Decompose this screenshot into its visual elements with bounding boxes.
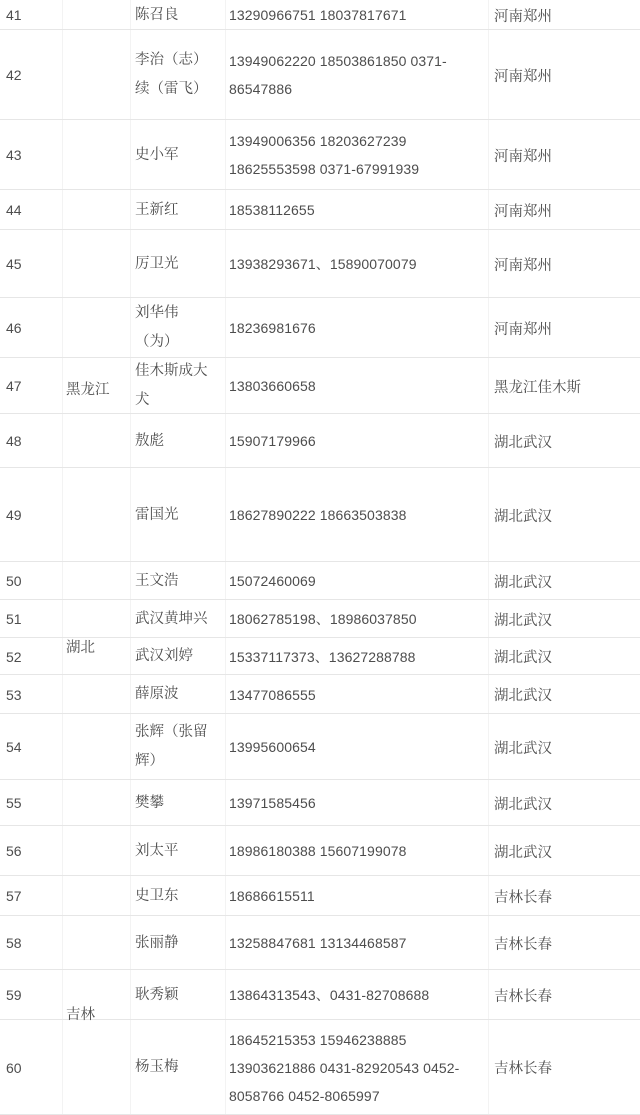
phone-numbers-cell	[229, 0, 491, 30]
city-cell	[494, 600, 634, 638]
table-row	[0, 916, 640, 970]
contact-name-cell	[135, 414, 223, 468]
city: 吉林长春	[494, 988, 552, 1005]
contact-name-cell	[135, 30, 223, 120]
table-row	[0, 30, 640, 120]
contact-name: 武汉黄坤兴	[135, 610, 208, 627]
city: 黑龙江佳木斯	[494, 379, 581, 396]
city-cell	[494, 638, 634, 675]
province-heilongjiang: 黑龙江	[66, 382, 110, 398]
city: 河南郑州	[494, 321, 552, 338]
table-row	[0, 298, 640, 358]
contact-name: 张辉（张留 辉）	[135, 724, 208, 769]
city: 湖北武汉	[494, 434, 552, 451]
contact-name-cell	[135, 826, 223, 876]
row-number-cell	[6, 120, 60, 190]
phone-numbers: 18538112655	[229, 202, 315, 218]
city: 湖北武汉	[494, 574, 552, 591]
row-number-cell	[6, 0, 60, 30]
city-cell	[494, 0, 634, 30]
phone-numbers: 18986180388 15607199078	[229, 843, 407, 859]
city: 河南郑州	[494, 68, 552, 85]
phone-numbers: 13258847681 13134468587	[229, 935, 407, 951]
phone-numbers-cell	[229, 675, 491, 714]
row-number: 54	[6, 739, 22, 755]
row-number-cell	[6, 298, 60, 358]
city: 河南郑州	[494, 8, 552, 25]
table-row	[0, 826, 640, 876]
row-number: 48	[6, 433, 22, 449]
phone-numbers: 15337117373、13627288788	[229, 648, 416, 665]
row-number: 41	[6, 7, 22, 23]
city-cell	[494, 414, 634, 468]
contact-name: 张丽静	[135, 934, 179, 951]
contact-name-cell	[135, 358, 223, 414]
city-cell	[494, 714, 634, 780]
contact-name: 厉卫光	[135, 255, 179, 272]
phone-numbers: 18627890222 18663503838	[229, 507, 407, 523]
contact-name-cell	[135, 190, 223, 230]
phone-numbers: 18062785198、18986037850	[229, 611, 417, 627]
table-row	[0, 780, 640, 826]
province-jilin: 吉林	[66, 1007, 95, 1023]
city: 河南郑州	[494, 203, 552, 220]
city-cell	[494, 298, 634, 358]
row-number: 55	[6, 795, 22, 811]
contact-name-cell	[135, 876, 223, 916]
contact-name: 佳木斯成大 犬	[135, 363, 208, 408]
city: 湖北武汉	[494, 612, 552, 629]
row-number: 53	[6, 686, 22, 703]
city-cell	[494, 468, 634, 562]
row-number: 49	[6, 507, 22, 523]
row-number: 57	[6, 888, 22, 904]
contact-name: 史卫东	[135, 887, 179, 904]
phone-numbers-cell	[229, 780, 491, 826]
table-row	[0, 230, 640, 298]
contact-name-cell	[135, 780, 223, 826]
phone-numbers-cell	[229, 826, 491, 876]
city-cell	[494, 1020, 634, 1115]
city-cell	[494, 876, 634, 916]
phone-numbers-cell	[229, 600, 491, 638]
row-number-cell	[6, 1020, 60, 1115]
contact-name: 李治（志） 续（雷飞）	[135, 52, 208, 97]
contact-name-cell	[135, 562, 223, 600]
city: 湖北武汉	[494, 688, 552, 704]
row-number-cell	[6, 230, 60, 298]
phone-numbers-cell	[229, 414, 491, 468]
row-number-cell	[6, 970, 60, 1020]
row-number-cell	[6, 562, 60, 600]
row-number-cell	[6, 638, 60, 675]
row-number: 60	[6, 1059, 22, 1076]
city: 湖北武汉	[494, 844, 552, 861]
phone-numbers: 18645215353 15946238885 13903621886 0431-82920543 0452- 8058766 0452-8065997	[229, 1031, 460, 1104]
contact-name: 史小军	[135, 146, 179, 163]
city-cell	[494, 826, 634, 876]
table-row	[0, 876, 640, 916]
contact-name: 樊攀	[135, 794, 164, 811]
phone-numbers: 13864313543、0431-82708688	[229, 987, 430, 1003]
row-number: 46	[6, 320, 22, 336]
row-number-cell	[6, 190, 60, 230]
contact-name: 雷国光	[135, 506, 179, 523]
contact-name: 刘太平	[135, 842, 179, 859]
row-number: 43	[6, 147, 22, 163]
province-hubei: 湖北	[66, 640, 95, 656]
phone-numbers-cell	[229, 714, 491, 780]
city: 湖北武汉	[494, 508, 552, 525]
contact-name-cell	[135, 0, 223, 30]
contact-name-cell	[135, 714, 223, 780]
phone-numbers: 13949062220 18503861850 0371- 86547886	[229, 53, 447, 97]
city-cell	[494, 30, 634, 120]
phone-numbers-cell	[229, 358, 491, 414]
row-number-cell	[6, 30, 60, 120]
contact-name-cell	[135, 675, 223, 714]
table-row	[0, 600, 640, 638]
phone-numbers: 13971585456	[229, 795, 316, 811]
city: 湖北武汉	[494, 650, 552, 666]
phone-numbers-cell	[229, 298, 491, 358]
phone-numbers: 18236981676	[229, 320, 316, 336]
phone-numbers-cell	[229, 970, 491, 1020]
contact-name: 武汉刘婷	[135, 648, 193, 664]
city-cell	[494, 190, 634, 230]
contact-name: 薛原波	[135, 686, 179, 702]
contact-name-cell	[135, 970, 223, 1020]
contact-name-cell	[135, 638, 223, 675]
city: 湖北武汉	[494, 796, 552, 813]
phone-numbers-cell	[229, 230, 491, 298]
city: 吉林长春	[494, 889, 552, 906]
phone-numbers-cell	[229, 562, 491, 600]
contact-name: 陈召良	[135, 6, 179, 23]
table-row	[0, 190, 640, 230]
contact-name: 杨玉梅	[135, 1059, 179, 1075]
contact-name-cell	[135, 600, 223, 638]
table-row	[0, 675, 640, 714]
row-number: 44	[6, 202, 22, 218]
city-cell	[494, 970, 634, 1020]
row-number: 58	[6, 935, 22, 951]
contact-name-cell	[135, 298, 223, 358]
row-number-cell	[6, 916, 60, 970]
row-number: 42	[6, 67, 22, 83]
phone-numbers-cell	[229, 876, 491, 916]
phone-numbers: 13477086555	[229, 686, 316, 703]
contact-name-cell	[135, 468, 223, 562]
contact-name: 王新红	[135, 201, 179, 218]
row-number: 56	[6, 843, 22, 859]
city: 河南郑州	[494, 148, 552, 165]
contact-name: 敖彪	[135, 432, 164, 449]
city: 湖北武汉	[494, 740, 552, 757]
city-cell	[494, 230, 634, 298]
row-number-cell	[6, 414, 60, 468]
contact-name-cell	[135, 120, 223, 190]
city-cell	[494, 358, 634, 414]
table-row	[0, 0, 640, 30]
phone-numbers: 13290966751 18037817671	[229, 7, 407, 23]
phone-numbers: 18686615511	[229, 888, 315, 904]
contact-name-cell	[135, 1020, 223, 1115]
table-row	[0, 468, 640, 562]
phone-numbers-cell	[229, 916, 491, 970]
row-number-cell	[6, 876, 60, 916]
row-number: 50	[6, 573, 22, 589]
city: 吉林长春	[494, 1061, 552, 1077]
phone-numbers: 13938293671、15890070079	[229, 256, 417, 272]
phone-numbers-cell	[229, 468, 491, 562]
contact-name: 耿秀颖	[135, 986, 179, 1003]
table-row	[0, 562, 640, 600]
contact-name-cell	[135, 230, 223, 298]
phone-numbers: 13949006356 18203627239 18625553598 0371-67991939	[229, 133, 420, 177]
phone-numbers: 13803660658	[229, 378, 316, 394]
city-cell	[494, 562, 634, 600]
row-number: 59	[6, 987, 22, 1003]
row-number: 47	[6, 378, 22, 394]
table-row	[0, 414, 640, 468]
phone-numbers-cell	[229, 120, 491, 190]
phone-numbers-cell	[229, 30, 491, 120]
contact-name-cell	[135, 916, 223, 970]
contact-name: 刘华伟 （为）	[135, 305, 179, 350]
row-number-cell	[6, 780, 60, 826]
city-cell	[494, 916, 634, 970]
phone-numbers-cell	[229, 1020, 491, 1115]
city-cell	[494, 780, 634, 826]
table-row	[0, 714, 640, 780]
city-cell	[494, 120, 634, 190]
row-number-cell	[6, 468, 60, 562]
phone-numbers-cell	[229, 190, 491, 230]
row-number: 52	[6, 648, 22, 665]
city-cell	[494, 675, 634, 714]
phone-numbers: 15907179966	[229, 433, 316, 449]
row-number: 51	[6, 611, 22, 627]
row-number-cell	[6, 358, 60, 414]
row-number-cell	[6, 600, 60, 638]
row-number-cell	[6, 714, 60, 780]
row-number-cell	[6, 826, 60, 876]
city: 吉林长春	[494, 936, 552, 953]
table-row	[0, 120, 640, 190]
table-row	[0, 1020, 640, 1115]
row-number: 45	[6, 256, 22, 272]
row-number-cell	[6, 675, 60, 714]
phone-numbers-cell	[229, 638, 491, 675]
city: 河南郑州	[494, 257, 552, 274]
phone-numbers: 13995600654	[229, 739, 316, 755]
phone-numbers: 15072460069	[229, 573, 316, 589]
contact-name: 王文浩	[135, 572, 179, 589]
